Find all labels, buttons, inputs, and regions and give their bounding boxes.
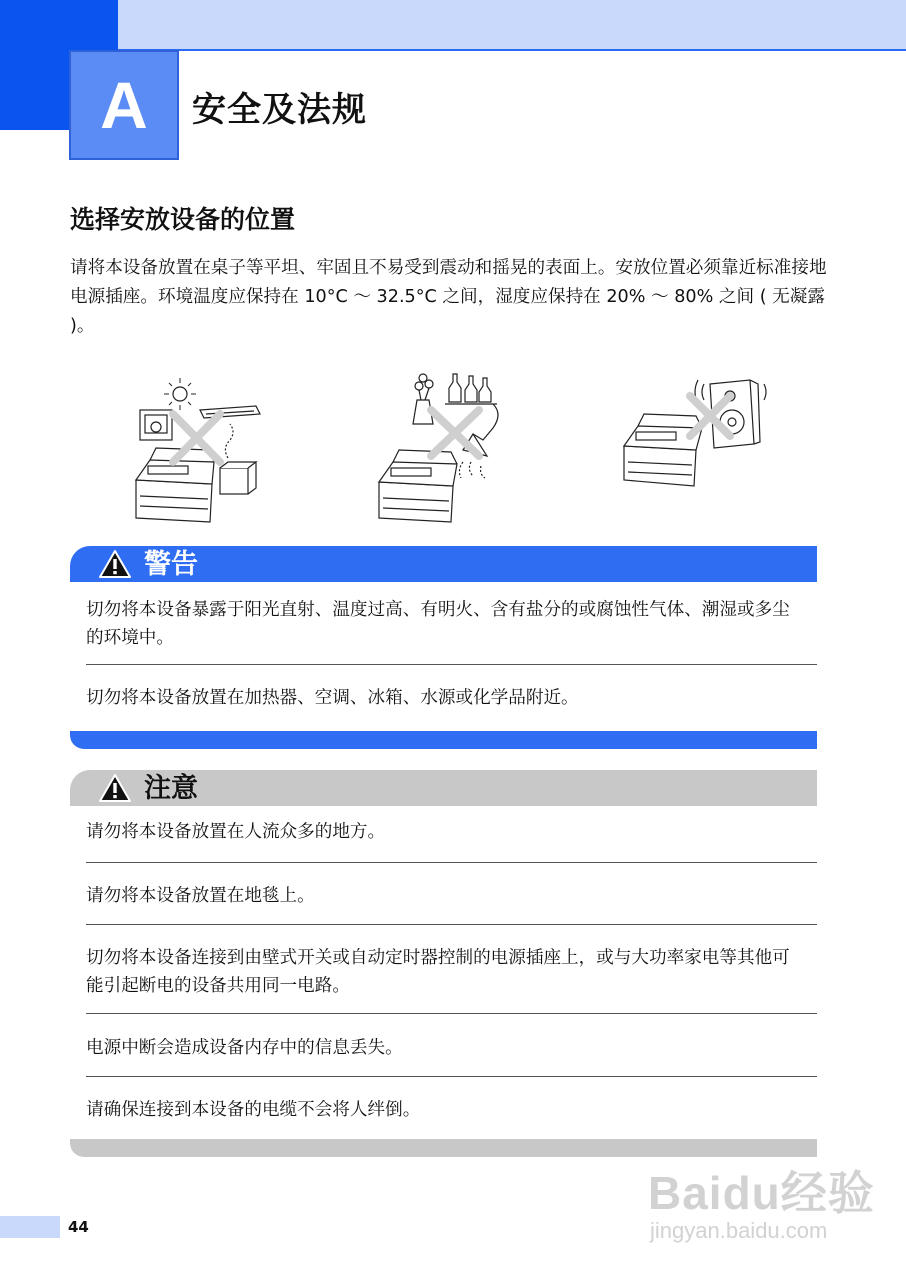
- cross-mark-icon: [431, 410, 479, 456]
- page-number-bar: [0, 1216, 60, 1238]
- warning-footer: [70, 731, 817, 749]
- divider: [86, 1076, 817, 1077]
- caution-header: [70, 770, 817, 806]
- watermark-url: jingyan.baidu.com: [650, 1218, 828, 1243]
- caution-item: 电源中断会造成设备内存中的信息丢失。: [86, 1038, 403, 1058]
- warning-triangle-icon: [98, 549, 132, 579]
- warning-item: 切勿将本设备放置在加热器、空调、冰箱、水源或化学品附近。: [86, 688, 579, 708]
- warning-triangle-icon: [98, 773, 132, 803]
- divider: [86, 1013, 817, 1014]
- illustration-sun-heater: [128, 370, 268, 525]
- section-title: 选择安放设备的位置: [70, 205, 296, 234]
- watermark: [648, 1150, 888, 1250]
- illustration-liquids: [375, 370, 515, 525]
- cross-mark-icon: [173, 414, 220, 462]
- section-paragraph: 请将本设备放置在桌子等平坦、牢固且不易受到震动和摇晃的表面上。安放位置必须靠近标准接地电源插座。环境温度应保持在 10°C ～ 32.5°C 之间，湿度应保持在 20% ～ 80% 之间 ( 无凝露 )。: [70, 258, 827, 336]
- warning-header: [70, 546, 817, 582]
- watermark-logo: Baidu经验: [648, 1167, 875, 1219]
- illustration-speaker: [618, 370, 768, 500]
- chapter-letter: A: [100, 68, 148, 142]
- caution-label: 注意: [144, 772, 198, 804]
- chapter-badge: [69, 50, 179, 160]
- divider: [86, 924, 817, 925]
- caution-item: 切勿将本设备连接到由壁式开关或自动定时器控制的电源插座上，或与大功率家电等其他可能引起断电的设备共用同一电路。: [86, 948, 790, 996]
- caution-item: 请勿将本设备放置在地毯上。: [86, 886, 315, 906]
- chapter-title: 安全及法规: [192, 90, 367, 130]
- divider: [86, 862, 817, 863]
- caution-item: 请确保连接到本设备的电缆不会将人绊倒。: [86, 1100, 421, 1120]
- warning-label: 警告: [144, 548, 198, 580]
- header-light-bar: [118, 0, 906, 51]
- page-number: 44: [68, 1218, 89, 1236]
- warning-item: 切勿将本设备暴露于阳光直射、温度过高、有明火、含有盐分的或腐蚀性气体、潮湿或多尘的环境中。: [86, 600, 790, 648]
- divider: [86, 664, 817, 665]
- caution-item: 请勿将本设备放置在人流众多的地方。: [86, 822, 386, 842]
